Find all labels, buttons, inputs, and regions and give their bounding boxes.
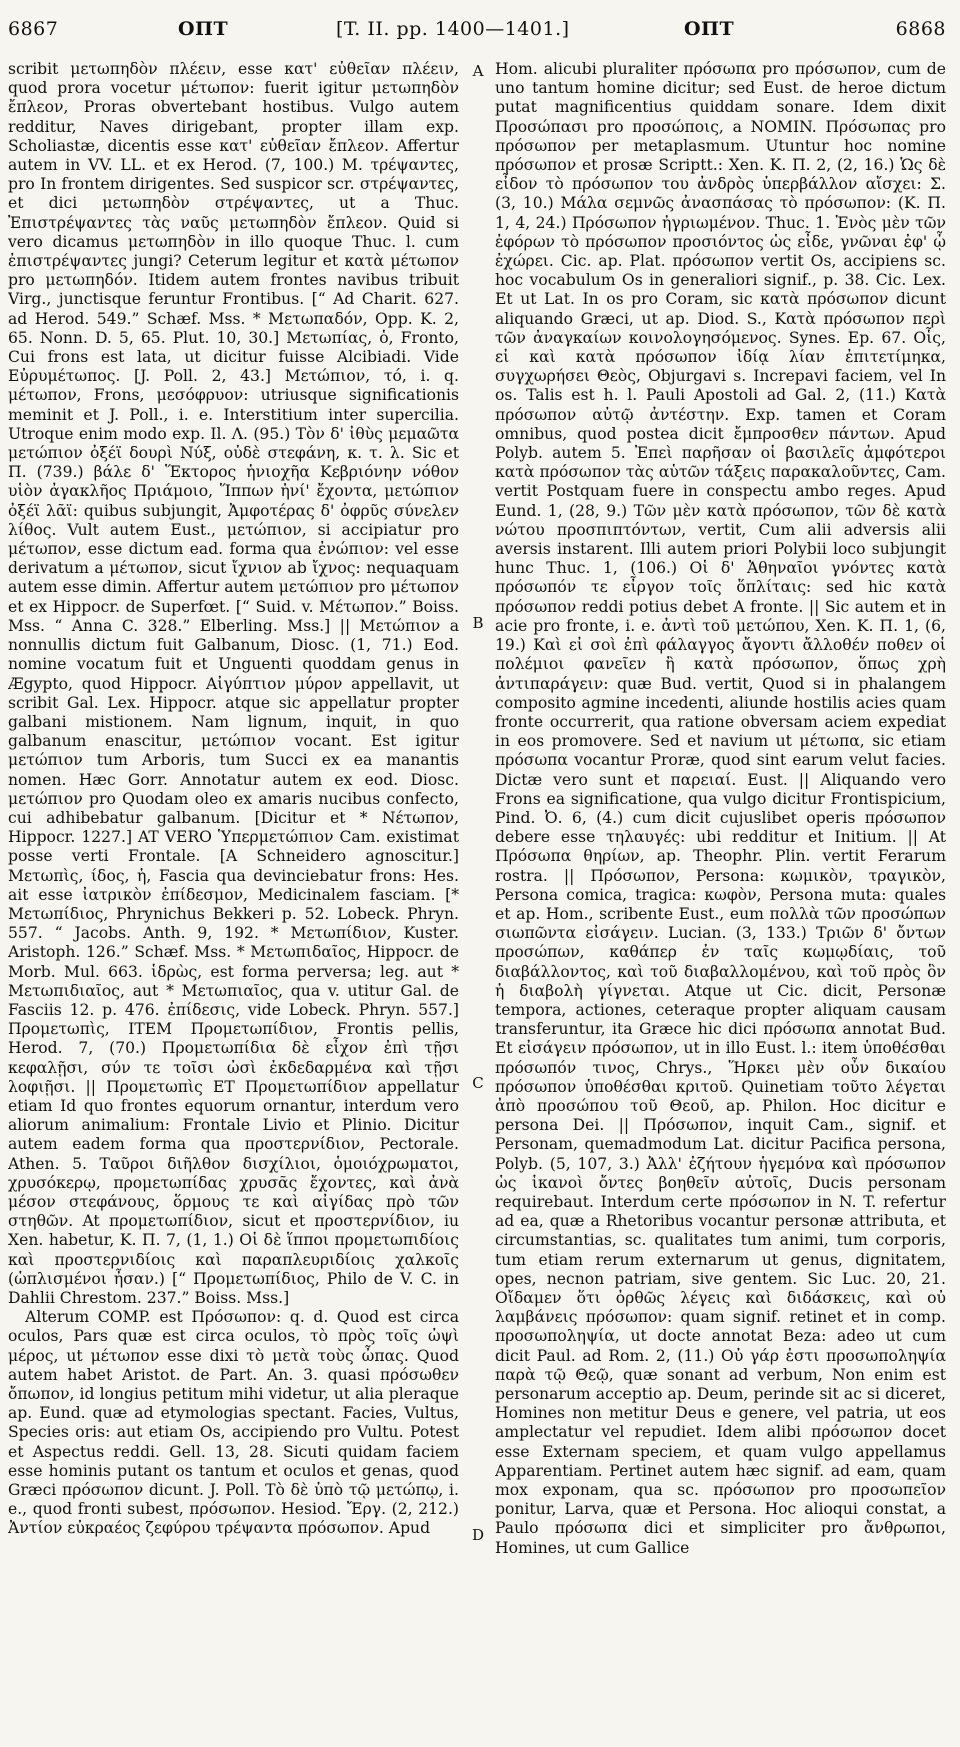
paragraph: scribit μετωπηδὸν πλέειν, esse κατ' εὐθεῖαν πλέειν, quod prora vocetur μέτωπον: fuerit igitur μετωπηδὸν ἔπλεον, Proras obvertebant hostibus. Vulgo autem redditur, Naves dirigebant, propter illam exp. Scholiastæ, dicentis esse κατ' εὐθεῖαν ἔπλεον. Affertur autem in VV. LL. et ex Herod. (7, 100.) M. τρέψαντες, pro In frontem dirigentes. Sed suspicor scr. στρέψαντες, et dici μετωπηδὸν στρέψαντες, ut a Thuc. Ἐπιστρέψαντες τὰς ναῦς μετωπηδὸν ἔπλεον. Quid si vero dicamus μετωπηδὸν in illo quoque Thuc. l. cum ἐπιστρέψαντες jungi? Ceterum legitur et κατὰ μέτωπον pro μετωπηδόν. Itidem autem frontes navibus tribuit Virg., junctisque feruntur Frontibus. [“ Ad Charit. 627. ad Herod. 549.” Schæf. Mss. * Μετωπαδόν, Opp. K. 2, 65. Nonn. D. 5, 65. Plut. 10, 30.] Μετωπίας, ὁ, Fronto, Cui frons est lata, ut dicitur fuisse Alcibiadi. Vide Εὐρυμέτωπος. [J. Poll. 2, 43.] Μετώπιον, τό, i. q. μέτωπον, Frons, μεσόφρυον: utriusque significationis meminit et J. Poll., i. e. Interstitium inter supercilia. Utroque enim modo exp. Il. Λ. (95.) Τὸν δ' ἰθὺς μεμαῶτα μετώπιον ὀξέϊ δουρὶ Νύξ, οὐδὲ στεφάνη, κ. τ. λ. Sic et Π. (739.) βάλε δ' Ἕκτορος ἡνιοχῆα Κεβριόνην νόθον υἱὸν ἀγακλῆος Πριάμοιο, Ἵππων ἡνί' ἔχοντα, μετώπιον ὀξέϊ λᾶϊ: quibus subjungit, Ἀμφοτέρας δ' ὀφρῦς σύνελεν λίθος. Vult autem Eust., μετώπιον, si accipiatur pro μέτωπον, esse dictum ead. forma qua ἐνώπιον: vel esse derivatum a μέτωπον, sicut ἴχνιον ab ἴχνος: nequaquam autem esse dimin. Affertur autem μετώπιον pro μέτωπον et ex Hippocr. de Superfœt. [“ Suid. v. Μέτωπον.” Boiss. Mss. “ Anna C. 328.” Elberling. Mss.] || Μετώπιον a nonnullis dictum fuit Galbanum, Diosc. (1, 71.) Eod. nomine vocatum fuit et Unguenti quoddam genus in Ægypto, quod Hippocr. Αἰγύπτιον μύρον appellavit, ut scribit Gal. Lex. Hippocr. atque sic appellatur propter galbani mistionem. Nam lignum, inquit, in quo galbanum enascitur, μετώπιον vocant. Est igitur μετώπιον tum Arboris, tum Succi ex ea manantis nomen. Hæc Gorr. Annotatur autem ex eod. Diosc. μετώπιον pro Quodam oleo ex amaris nucibus confecto, cui adhibebatur galbanum. [Dicitur et * Νέτωπον, Hippocr. 1227.] AT VERO Ὑπερμετώπιον Cam. existimat posse verti Frontale. [A Schneidero agnoscitur.] Μετωπὶς, ίδος, ἡ, Fascia qua devinciebatur frons: Hes. ait esse ἰατρικὸν ἐπίδεσμον, Medicinalem fasciam. [* Μετωπίδιος, Phrynichus Bekkeri p. 52. Lobeck. Phryn. 557. “ Jacobs. Anth. 9, 192. * Μετωπίδιον, Kuster. Aristoph. 126.” Schæf. Mss. * Μετωπιδαῖος, Hippocr. de Morb. Mul. 663. ἱδρὼς, est forma perversa; leg. aut * Μετωπιδιαῖος, aut * Μετωπιαῖος, qua v. utitur Gal. de Fasciis 12. p. 476. ἐπίδεσις, vide Lobeck. Phryn. 557.] Προμετωπὶς, ITEM Προμετωπίδιον, Frontis pellis, Herod. 7, (70.) Προμετωπίδια δὲ εἶχον ἐπὶ τῇσι κεφαλῇσι, σύν τε τοῖσι ὠσὶ ἐκδεδαρμένα καὶ τῇσι λοφιῇσι. || Προμετωπὶς ET Προμετωπίδιον appellatur etiam Id quo frontes equorum ornantur, interdum vero aliorum animalium: Frontale Livio et Plinio. Dicitur autem eadem forma qua προστερνίδιον, Pectorale. Athen. 5. Ταῦροι διῆλθον δισχίλιοι, ὁμοιόχρωματοι, χρυσόκερῳ, προμετωπίδας χρυσᾶς ἔχοντες, καὶ ἀνὰ μέσον στεφάνους, ὅρμους τε καὶ αἰγίδας πρὸ τῶν στηθῶν. At προμετωπίδιον, sicut et προστερνίδιον, iu Xen. habetur, K. Π. 7, (1, 1.) Οἱ δὲ ἵπποι προμετωπιδίοις καὶ προστερνιδίοις καὶ παραπλευριδίοις χαλκοῖς (ὡπλισμένοι ἦσαν.) [“ Προμετωπίδιος, Philo de V. C. in Dahlii Chrestom. 237.” Boiss. Mss.] <box>8 60 459 1307</box>
page-header <box>8 18 946 48</box>
page-number-right: 6868 <box>895 18 946 40</box>
margin-letter: C <box>472 1074 484 1092</box>
headword-right: ΟΠΤ <box>684 18 735 40</box>
page-number-left: 6867 <box>8 18 59 40</box>
margin-letter: D <box>471 1526 485 1544</box>
text-columns <box>8 60 946 1741</box>
margin-letter: B <box>472 614 484 632</box>
margin-letter: A <box>472 62 484 80</box>
paragraph: Hom. alicubi pluraliter πρόσωπα pro πρόσωπον, cum de uno tantum homine dicitur; sed Eust. de heroe dictum putat magnificentius quiddam sonare. Idem dixit Προσώπασι pro προσώποις, a NOMIN. Πρόσωπας pro πρόσωπον per metaplasmum. Utuntur hoc nomine πρόσωπον et prosæ Scriptt.: Xen. K. Π. 2, (2, 16.) Ὡς δὲ εἶδον τὸ πρόσωπον του ἀνδρὸς ὑπερβάλλον αἴσχει: Σ. (3, 10.) Μάλα σεμνῶς ἀνασπάσας τὸ πρόσωπον: (K. Π. 1, 4, 24.) Πρόσωπον ἠγριωμένον. Thuc. 1. Ἑνὸς μὲν τῶν ἐφόρων τὸ πρόσωπον προσιόντος ὡς εἶδε, γνῶναι ἐφ' ᾧ ἐχώρει. Cic. ap. Plat. πρόσωπον vertit Os, accipiens sc. hoc vocabulum Os in generaliori signif., p. 38. Cic. Lex. Et ut Lat. In os pro Coram, sic κατὰ πρόσωπον dicunt aliquando Græci, ut ap. Diod. S., Κατὰ πρόσωπον περὶ τῶν ἀναγκαίων κοινολογησόμενος. Synes. Ep. 67. Οἷς, εἰ καὶ κατὰ πρόσωπον ἰδίᾳ λίαν ἐπιτετίμηκα, συγχωρήσει Θεὸς, Objurgavi s. Increpavi faciem, vel In os. Talis est h. l. Pauli Apostoli ad Gal. 2, (11.) Κατὰ πρόσωπον αὐτῷ ἀντέστην. Exp. tamen et Coram omnibus, quod postea dicit ἔμπροσθεν πάντων. Apud Polyb. autem 5. Ἐπεὶ παρῆσαν οἱ βασιλεῖς ἀμφότεροι κατὰ πρόσωπον τὰς αὑτῶν τάξεις παρακαλοῦντες, Cam. vertit Postquam fuere in conspectu ambo reges. Apud Eund. 1, (28, 9.) Τῶν μὲν κατὰ πρόσωπον, τῶν δὲ κατὰ νώτου προσπιπτόντων, vertit, Cum alii adversis alii aversis instarent. Illi autem priori Polybii loco subjungit hunc Thuc. 1, (106.) Οἱ δ' Ἀθηναῖοι γνόντες κατὰ πρόσωπόν τε εἶργον τοῖς ὅπλίταις: sed hic κατὰ πρόσωπον reddi potius debet A fronte. || Sic autem et in acie pro fronte, i. e. ἀντὶ τοῦ μετώπου, Xen. K. Π. 1, (6, 19.) Καὶ εἰ σοὶ ἐπὶ φάλαγγος ἄγοντι ἄλλοθέν ποθεν οἱ πολέμιοι φανεῖεν ἢ κατὰ πρόσωπον, ὅπως χρὴ ἀντιπαράγειν: quæ Bud. vertit, Quod si in phalangem composito agmine incedenti, aliunde hostilis acies quam fronte occurrerit, qua ratione obversam aciem expediat in eos promovere. Sed et navium ut μέτωπα, sic etiam πρόσωπα vocantur Proræ, quod sint earum velut facies. Dictæ vero sunt et παρειαί. Eust. || Aliquando vero Frons ea significatione, qua vulgo dicitur Frontispicium, Pind. Ὀ. 6, (4.) cum dicit cujuslibet operis πρόσωπον debere esse τηλαυγές: ubi redditur et Initium. || At Πρόσωπα θηρίων, ap. Theophr. Plin. vertit Ferarum rostra. || Πρόσωπον, Persona: κωμικὸν, τραγικὸν, Persona comica, tragica: κωφὸν, Persona muta: quales et ap. Hom., scribente Eust., eum πολλὰ τῶν προσώπων σιωπῶντα εἰσάγειν. Lucian. (3, 133.) Τριῶν δ' ὄντων προσώπων, καθάπερ ἐν ταῖς κωμῳδίαις, τοῦ διαβάλλοντος, καὶ τοῦ διαβαλλομένου, καὶ τοῦ πρὸς ὃν ἡ διαβολὴ γίγνεται. Atque ut Cic. dicit, Personæ tempora, actiones, ceteraque propter aliquam causam transferuntur, ita Græce hic dici πρόσωπα annotat Bud. Et εἰσάγειν πρόσωπον, ut in illo Eust. l.: item ὑποθέσθαι πρόσωπόν τινος, Chrys., Ἥρκει μὲν οὖν δικαίου πρόσωπον ὑποθέσθαι κριτοῦ. Quinetiam τοῦτο λέγεται ἀπὸ προσώπου τοῦ Θεοῦ, ap. Philon. Hoc dicitur e persona Dei. || Πρόσωπον, inquit Cam., signif. et Personam, quemadmodum Lat. dicitur Pacifica persona, Polyb. (5, 107, 3.) Ἀλλ' ἐζήτουν ἡγεμόνα καὶ πρόσωπον ὡς ἱκανοὶ ὄντες βοηθεῖν αὐτοῖς, Ducis personam requirebaut. Interdum certe πρόσωπον in N. T. refertur ad ea, quæ a Rhetoribus vocantur personæ attributa, et circumstantias, sc. qualitates tum animi, tum corporis, tum etiam rerum externarum ut genus, dignitatem, opes, necnon patriam, sive gentem. Sic Luc. 20, 21. Οἴδαμεν ὅτι ὀρθῶς λέγεις καὶ διδάσκεις, καὶ οὐ λαμβάνεις πρόσωπον: quam signif. retinet et in comp. προσωποληψία, ut docte annotat Beza: adeo ut cum dicit Paul. ad Rom. 2, (11.) Οὐ γάρ ἐστι προσωποληψία παρὰ τῷ Θεῷ, quæ sonant ad verbum, Non enim est personarum acceptio ap. Deum, perinde sit ac si diceret, Homines non metitur Deus e genere, vel patria, ut eos amplectatur vel repudiet. Idem alibi πρόσωπον docet esse Externam speciem, et quam vulgo appellamus Apparentiam. Pertinet autem hæc signif. ad eam, quam mox exponam, qua sc. πρόσωπον pro προσωπεῖον ponitur, Larva, quæ et Persona. Hoc alioqui constat, a Paulo πρόσωπα dici et simpliciter pro ἄνθρωποι, Homines, ut cum Gallice <box>495 60 946 1557</box>
right-column <box>495 60 946 1740</box>
volume-reference: [T. II. pp. 1400—1401.] <box>336 18 570 40</box>
headword-left: ΟΠΤ <box>178 18 229 40</box>
left-column <box>8 60 459 1740</box>
margin-letters <box>468 60 488 1741</box>
paragraph: Alterum COMP. est Πρόσωπον: q. d. Quod est circa oculos, Pars quæ est circa oculos, τὸ πρὸς τοῖς ὠψὶ μέρος, ut μέτωπον esse dixi τὸ μετὰ τοὺς ὦπας. Quod autem habet Aristot. de Part. An. 3. quasi πρόσωθεν ὄπωπον, id longius petitum mihi videtur, ut alia pleraque ap. Eund. quæ ad etymologias spectant. Facies, Vultus, Species oris: aut etiam Os, accipiendo pro Vultu. Potest et Aspectus reddi. Gell. 13, 28. Sicuti quidam faciem esse hominis putant os tantum et oculos et genas, quod Græci πρόσωπον dicunt. J. Poll. Τὸ δὲ ὑπὸ τῷ μετώπῳ, i. e., quod fronti subest, πρόσωπον. Hesiod. Ἔργ. (2, 212.) Ἀντίον εὐκραέος ζεφύρου τρέψαντα πρόσωπον. Apud <box>8 1308 459 1538</box>
